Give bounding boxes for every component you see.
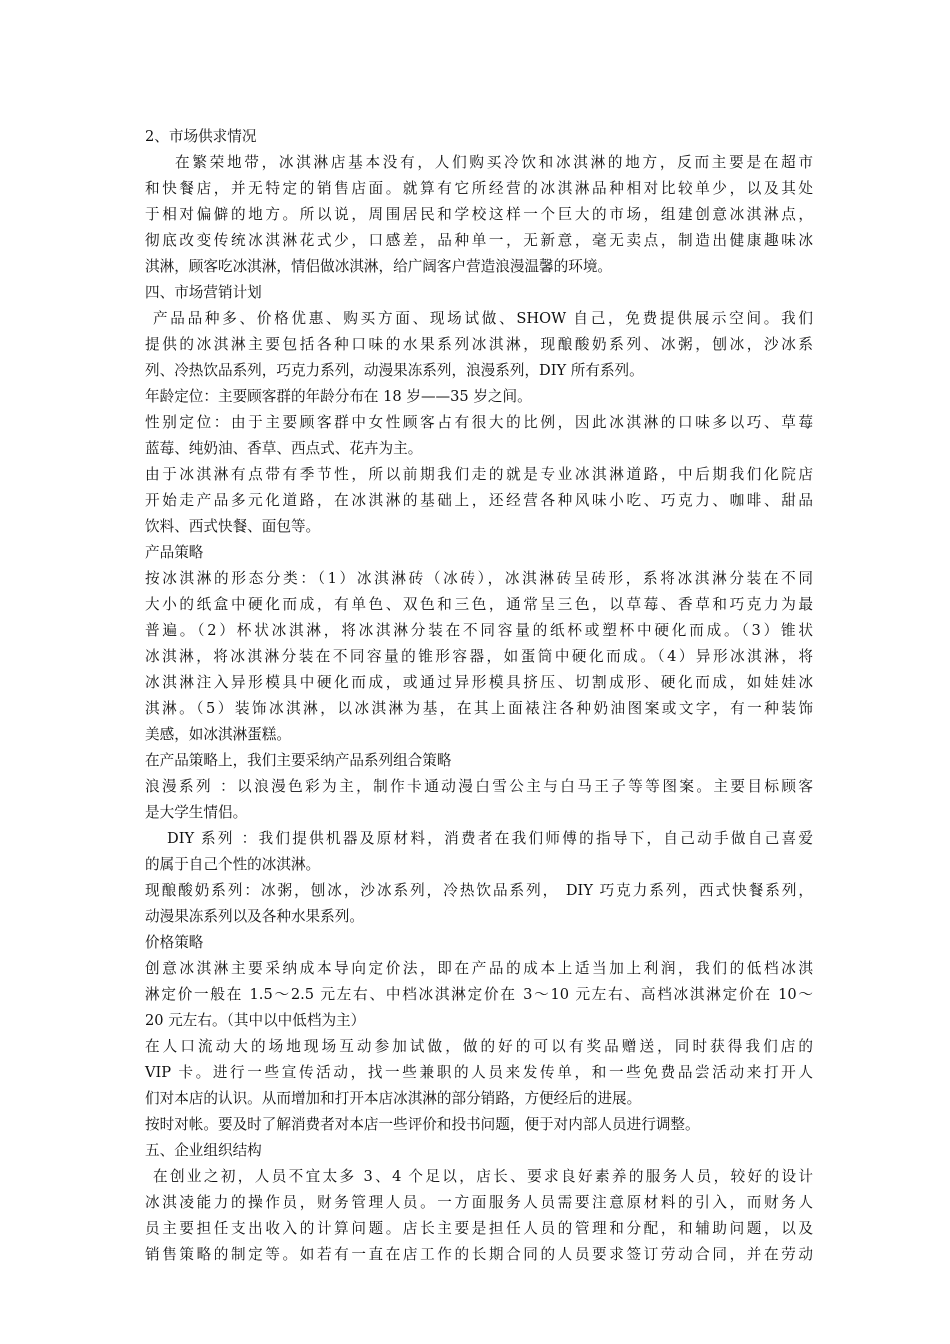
text-line: 四、市场营销计划 [145, 284, 262, 301]
text-line: 蓝莓、纯奶油、香草、西点式、花卉为主。 [145, 440, 423, 457]
text-line: 开始走产品多元化道路，在冰淇淋的基础上，还经营各种风味小吃、巧克力、咖啡、甜品 [145, 492, 813, 509]
text-line: 淇淋。（5）装饰冰淇淋，以冰淇淋为基，在其上面裱注各种奶油图案或文字，有一种装饰 [145, 700, 813, 717]
text-line: 冰淇淋，将冰淇淋分装在不同容量的锥形容器，如蛋筒中硬化而成。（4）异形冰淇淋，将 [145, 648, 813, 665]
text-line: 在繁荣地带，冰淇淋店基本没有，人们购买冷饮和冰淇淋的地方，反而主要是在超市 [175, 154, 813, 171]
text-line: 提供的冰淇淋主要包括各种口味的水果系列冰淇淋，现酿酸奶系列、冰粥，刨冰，沙冰系 [145, 336, 813, 353]
text-line: 五、企业组织结构 [145, 1142, 262, 1159]
text-line: 淋定价一般在 1.5～2.5 元左右、中档冰淇淋定价在 3～10 元左右、高档冰淇淋定价在 10～ [145, 986, 813, 1003]
text-line: 饮料、西式快餐、面包等。 [145, 518, 321, 535]
text-line: 的属于自己个性的冰淇淋。 [145, 856, 321, 873]
text-line: 是大学生情侣。 [145, 804, 248, 821]
text-line: 产品品种多、价格优惠、购买方面、现场试做、SHOW 自己，免费提供展示空间。我们 [153, 310, 813, 327]
text-line: 产品策略 [145, 544, 204, 561]
text-line: 按时对帐。要及时了解消费者对本店一些评价和投书问题，便于对内部人员进行调整。 [145, 1116, 700, 1133]
text-line: DIY 系列 ：我们提供机器及原材料，消费者在我们师傅的指导下，自己动手做自己喜爱 [167, 830, 813, 847]
text-line: 现酿酸奶系列：冰粥，刨冰，沙冰系列，冷热饮品系列， DIY 巧克力系列，西式快餐系列， [145, 882, 813, 899]
text-line: 美感，如冰淇淋蛋糕。 [145, 726, 291, 743]
text-line: 在创业之初，人员不宜太多 3、4 个足以，店长、要求良好素养的服务人员，较好的设计 [153, 1168, 813, 1185]
text-line: 淇淋，顾客吃冰淇淋，情侣做冰淇淋，给广阔客户营造浪漫温馨的环境。 [145, 258, 613, 275]
text-line: 性别定位：由于主要顾客群中女性顾客占有很大的比例，因此冰淇淋的口味多以巧、草莓 [145, 414, 813, 431]
text-line: 年龄定位：主要顾客群的年龄分布在 18 岁——35 岁之间。 [145, 388, 532, 405]
text-line: 于相对偏僻的地方。所以说，周围居民和学校这样一个巨大的市场，组建创意冰淇淋点， [145, 206, 813, 223]
text-line: 在产品策略上，我们主要采纳产品系列组合策略 [145, 752, 452, 769]
text-line: 冰淇淋注入异形模具中硬化而成，或通过异形模具挤压、切割成形、硬化而成，如娃娃冰 [145, 674, 813, 691]
text-line: 彻底改变传统冰淇淋花式少，口感差，品种单一，无新意，毫无卖点，制造出健康趣味冰 [145, 232, 813, 249]
text-line: 列、冷热饮品系列，巧克力系列，动漫果冻系列，浪漫系列，DIY 所有系列。 [145, 362, 644, 379]
text-line: 浪漫系列 ：以浪漫色彩为主，制作卡通动漫白雪公主与白马王子等等图案。主要目标顾客 [145, 778, 813, 795]
text-line: 20 元左右。（其中以中低档为主） [145, 1012, 366, 1029]
text-line: 创意冰淇淋主要采纳成本导向定价法，即在产品的成本上适当加上利润，我们的低档冰淇 [145, 960, 813, 977]
text-line: 们对本店的认识。从而增加和打开本店冰淇淋的部分销路，方便经后的进展。 [145, 1090, 642, 1107]
text-line: 按冰淇淋的形态分类：（1）冰淇淋砖（冰砖），冰淇淋砖呈砖形，系将冰淇淋分装在不同 [145, 570, 813, 587]
text-line: 大小的纸盒中硬化而成，有单色、双色和三色，通常呈三色，以草莓、香草和巧克力为最 [145, 596, 813, 613]
text-line: 2、市场供求情况 [145, 128, 257, 145]
text-line: 在人口流动大的场地现场互动参加试做，做的好的可以有奖品赠送，同时获得我们店的 [145, 1038, 813, 1055]
text-line: 由于冰淇淋有点带有季节性，所以前期我们走的就是专业冰淇淋道路，中后期我们化院店 [145, 466, 813, 483]
text-line: 销售策略的制定等。如若有一直在店工作的长期合同的人员要求签订劳动合同，并在劳动 [145, 1246, 813, 1263]
text-line: 和快餐店，并无特定的销售店面。就算有它所经营的冰淇淋品种相对比较单少，以及其处 [145, 180, 813, 197]
text-line: 价格策略 [145, 934, 204, 951]
text-line: 冰淇凌能力的操作员，财务管理人员。一方面服务人员需要注意原材料的引入，而财务人 [145, 1194, 813, 1211]
text-line: 动漫果冻系列以及各种水果系列。 [145, 908, 364, 925]
text-line: 普遍。（2）杯状冰淇淋，将冰淇淋分装在不同容量的纸杯或塑杯中硬化而成。（3）锥状 [145, 622, 813, 639]
document-page [145, 124, 813, 1268]
text-line: VIP 卡。进行一些宣传活动，找一些兼职的人员来发传单，和一些免费品尝活动来打开人 [145, 1064, 813, 1081]
text-line: 员主要担任支出收入的计算问题。店长主要是担任人员的管理和分配，和辅助问题，以及 [145, 1220, 813, 1237]
